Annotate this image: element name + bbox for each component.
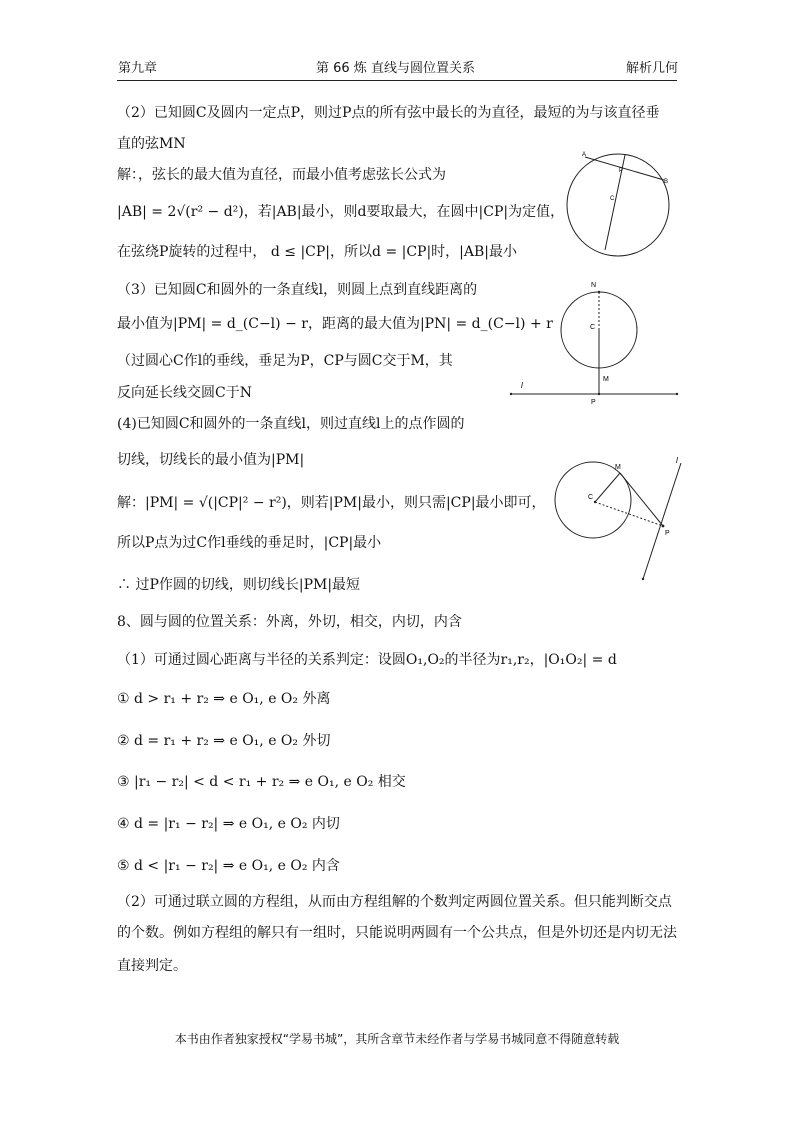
text-line: （2）可通过联立圆的方程组，从而由方程组解的个数判定两圆位置关系。但只能判断交点 [117,894,672,910]
point-dot [662,525,665,528]
label-p: P [665,530,670,537]
text-line: 的个数。例如方程组的解只有一组时，只能说明两圆有一个公共点，但是外切还是内切无法 [117,925,677,941]
text-line: 切线，切线长的最小值为|PM| [117,452,305,468]
label-m: M [603,376,609,383]
label-l: l [676,456,678,465]
label-l: l [521,381,523,390]
text-line: ⑤ d < |r₁ − r₂| ⇒ e O₁, e O₂ 内含 [117,858,340,874]
text-line: ③ |r₁ − r₂| < d < r₁ + r₂ ⇒ e O₁, e O₂ 相交 [117,774,406,790]
point-dot [598,393,600,395]
point-dot [676,393,678,395]
text-line: 最小值为|PM| = d_(C−l) − r，距离的最大值为|PN| = d_(C−l) + r [117,316,553,332]
figure-circle-line [505,278,690,408]
label-c: C [588,494,594,501]
point-dot [510,393,512,395]
point-dot [642,578,644,580]
text-line: 反向延长线交圆C于N [117,385,252,401]
header-rule [117,80,677,81]
footer-copyright: 本书由作者独家授权“学易书城”，其所含章节未经作者与学易书城同意不得随意转载 [174,1032,620,1046]
text-line: 所以P点为过C作l垂线的垂足时，|CP|最小 [117,535,382,551]
text-line: （1）可通过圆心距离与半径的关系判定：设圆O₁,O₂的半径为r₁,r₂，|O₁O₂| = d [117,652,617,668]
text-line: 直的弦MN [117,136,186,152]
label-c: C [590,324,596,331]
text-line: ④ d = |r₁ − r₂| ⇒ e O₁, e O₂ 内切 [117,816,340,832]
text-line: ① d > r₁ + r₂ ⇒ e O₁, e O₂ 外离 [117,691,331,707]
text-line: |AB| = 2√(r² − d²)，若|AB|最小，则d要取最大，在圆中|CP|为定值， [117,204,565,220]
label-a: A [582,152,587,158]
point-dot [594,501,596,503]
point-dot [598,291,600,293]
radius-cm [595,473,620,502]
text-line: 直接判定。 [117,958,187,974]
figure-chord-circle [560,145,690,265]
text-line: 解：，弦长的最大值为直径，而最小值考虑弦长公式为 [117,167,446,183]
label-b: B [664,179,669,185]
text-line: ② d = r₁ + r₂ ⇒ e O₁, e O₂ 外切 [117,733,331,749]
label-p: P [619,168,624,174]
text-line: ∴ 过P作圆的切线，则切线长|PM|最短 [117,577,361,593]
text-line: 8、圆与圆的位置关系：外离，外切，相交，内切，内含 [117,614,462,630]
label-c: C [610,196,615,202]
label-p: P [591,399,596,406]
figure-tangent [550,455,690,585]
header-chapter: 第九章 [118,61,158,76]
text-line: （2）已知圆C及圆内一定点P，则过P点的所有弦中最长的为直径，最短的为与该直径垂 [117,105,660,121]
text-line: (4)已知圆C和圆外的一条直线l，则过直线l上的点作圆的 [117,416,465,432]
circle [567,154,669,256]
text-line: 在弦绕P旋转的过程中， d ≤ |CP|，所以d = |CP|时，|AB|最小 [117,244,518,260]
chord-ab [585,157,664,180]
text-line: （过圆心C作l的垂线，垂足为P，CP与圆C交于M，其 [117,353,453,369]
label-m: M [615,464,621,471]
text-line: （3）已知圆C和圆外的一条直线l，则圆上点到直线距离的 [117,282,478,298]
header-lesson-title: 第 66 炼 直线与圆位置关系 [316,61,475,76]
label-n: N [591,282,597,289]
text-line: 解：|PM| = √(|CP|² − r²)，则若|PM|最小，则只需|CP|最小即可， [117,495,546,511]
header-subject: 解析几何 [626,61,679,76]
